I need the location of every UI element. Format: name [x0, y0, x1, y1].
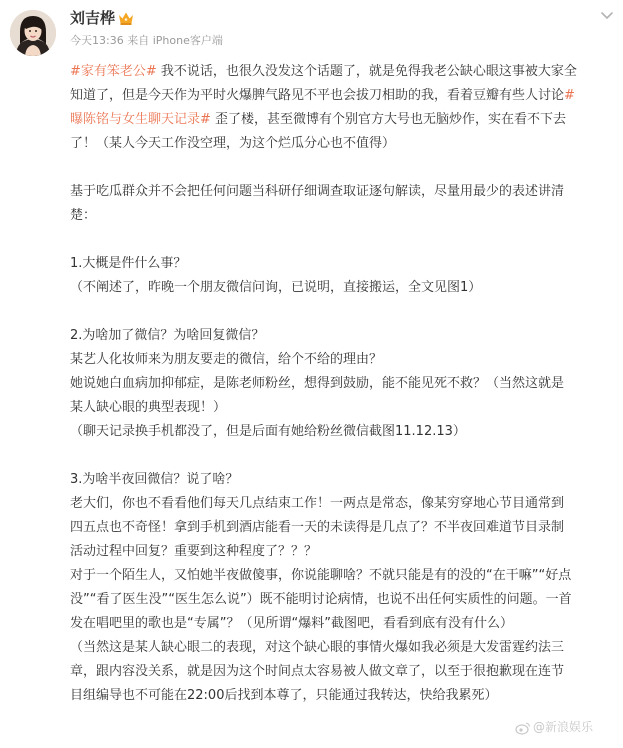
post-meta	[70, 34, 223, 48]
text-segment: 楚：	[70, 208, 97, 223]
post-text-line	[70, 660, 620, 684]
post-text-line	[70, 180, 620, 204]
text-segment: 3.为啥半夜回微信？说了啥？	[70, 472, 239, 487]
watermark	[515, 719, 593, 735]
text-segment: （聊天记录换手机都没了，但是后面有她给粉丝微信截图11.12.13）	[70, 424, 466, 439]
post-text-line	[70, 468, 620, 492]
post-text-line	[70, 636, 620, 660]
blank-line	[70, 444, 620, 468]
text-segment: （当然这是某人缺心眼二的表现，对这个缺心眼的事情火爆如我必须是大发雷霆约法三	[70, 640, 565, 655]
post-text-line	[70, 564, 620, 588]
author-name[interactable]: 刘吉桦	[70, 9, 116, 27]
post-text-line	[70, 492, 620, 516]
text-segment: 基于吃瓜群众并不会把任何问题当科研仔细调查取证逐句解读，尽量用最少的表述讲清	[70, 184, 565, 199]
avatar[interactable]	[10, 10, 56, 56]
weibo-logo-icon	[515, 721, 531, 735]
post-text-line	[70, 60, 620, 84]
blank-line	[70, 300, 620, 324]
post-text-line	[70, 516, 620, 540]
post-text-line	[70, 420, 620, 444]
post-time[interactable]: 今天13:36	[70, 34, 124, 47]
post-text-line	[70, 132, 620, 156]
text-segment: （不阐述了，昨晚一个朋友微信问询，已说明，直接搬运，全文见图1）	[70, 280, 482, 295]
text-segment: 1.大概是件什么事？	[70, 256, 187, 271]
chevron-down-icon[interactable]	[600, 10, 614, 20]
post-text-line	[70, 348, 620, 372]
blank-line	[70, 228, 620, 252]
text-segment: 我不说话，也很久没发这个话题了，就是免得我老公缺心眼这事被大家全	[156, 64, 577, 79]
post-text-line	[70, 372, 620, 396]
avatar-photo	[10, 10, 56, 56]
text-segment: 活动过程中回复？重要到这种程度了？？？	[70, 544, 318, 559]
post-body	[70, 60, 620, 708]
text-segment: 发在唱吧里的歌也是“专属”？（见所谓“爆料”截图吧，看看到底有没有什么）	[70, 616, 513, 631]
hashtag-link[interactable]: #家有笨老公#	[70, 64, 157, 79]
text-segment: 了！（某人今天工作没空理，为这个烂瓜分心也不值得）	[70, 136, 396, 151]
text-segment: 某人缺心眼的典型表现！）	[70, 400, 227, 415]
text-segment: 她说她白血病加抑郁症，是陈老师粉丝，想得到鼓励，能不能见死不救？（当然这就是	[70, 376, 565, 391]
post-text-line	[70, 108, 620, 132]
blank-line	[70, 156, 620, 180]
post-text-line	[70, 204, 620, 228]
text-segment: 老大们，你也不看看他们每天几点结束工作！一两点是常态，像某穷穿地心节目通常到	[70, 496, 565, 511]
text-segment: 目组编导也不可能在22:00后找到本尊了，只能通过我转达，快给我累死）	[70, 688, 498, 703]
post-text-line	[70, 324, 620, 348]
text-segment: 2.为啥加了微信？为啥回复微信？	[70, 328, 265, 343]
source-prefix: 来自	[127, 34, 150, 47]
post-text-line	[70, 396, 620, 420]
post-client: iPhone客户端	[152, 34, 223, 47]
hashtag-link[interactable]: 曝陈铭与女生聊天记录#	[70, 112, 211, 127]
text-segment: 知道了，但是今天作为平时火爆脾气路见不平也会拔刀相助的我，看着豆瓣有些人讨论	[70, 88, 565, 103]
text-segment: 对于一个陌生人，又怕她半夜做傻事，你说能聊啥？不就只能是有的没的“在干嘛”“好点	[70, 568, 572, 583]
post-text-line	[70, 276, 620, 300]
text-segment: 没”“看了医生没”“医生怎么说”）既不能明讨论病情，也说不出任何实质性的问题。一首	[70, 592, 572, 607]
post-text-line	[70, 588, 620, 612]
post-text-line	[70, 684, 620, 708]
hashtag-link[interactable]: #	[564, 88, 575, 103]
post-text-line	[70, 612, 620, 636]
post-header	[0, 0, 623, 60]
text-segment: 歪了楼，甚至微博有个别官方大号也无脑炒作，实在看不下去	[210, 112, 567, 127]
crown-icon	[117, 10, 135, 26]
post-text-line	[70, 84, 620, 108]
watermark-text: @新浪娱乐	[533, 720, 594, 734]
text-segment: 四五点也不奇怪！拿到手机到酒店能看一天的未读得是几点了？不半夜回难道节目录制	[70, 520, 565, 535]
text-segment: 某艺人化妆师来为朋友要走的微信，给个不给的理由？	[70, 352, 383, 367]
text-segment: 章，跟内容没关系，就是因为这个时间点太容易被人做文章了，以至于很抱歉现在连节	[70, 664, 565, 679]
post-text-line	[70, 252, 620, 276]
post-text-line	[70, 540, 620, 564]
